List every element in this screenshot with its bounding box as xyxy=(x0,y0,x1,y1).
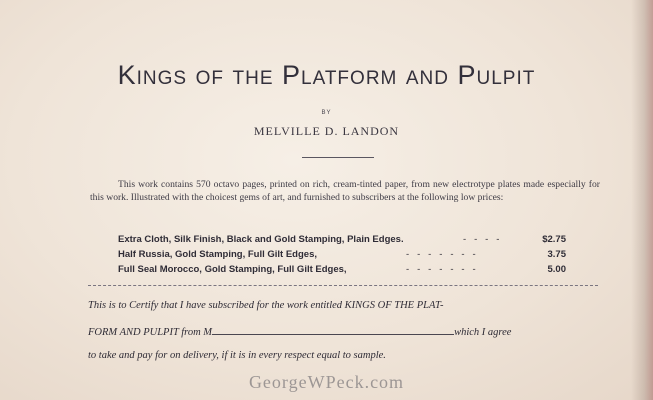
page-title: Kings of the Platform and Pulpit xyxy=(117,60,536,90)
author-name: MELVILLE D. LANDON xyxy=(253,124,400,138)
price-label: Half Russia, Gold Stamping, Full Gilt Edges, xyxy=(118,249,317,260)
price-label: Extra Cloth, Silk Finish, Black and Gold Stamping, Plain Edges. xyxy=(118,234,404,245)
subscriber-name-blank xyxy=(212,325,454,335)
certificate-line-2-start: FORM AND PULPIT from M xyxy=(88,327,213,338)
divider-rule xyxy=(302,157,374,158)
price-row xyxy=(118,232,568,247)
price-amount: 5.00 xyxy=(547,264,566,275)
price-list xyxy=(118,232,568,277)
certificate-line-3: to take and pay for on delivery, if it is in every respect equal to sample. xyxy=(88,350,386,361)
watermark: GeorgeWPeck.com xyxy=(248,372,405,392)
by-label: BY xyxy=(321,110,332,116)
price-row xyxy=(118,247,568,262)
price-leader-dots: - - - - - - - xyxy=(406,249,476,260)
certificate-line-2 xyxy=(88,325,511,338)
price-leader-dots: - - - - - - - xyxy=(406,264,476,275)
price-amount: $2.75 xyxy=(542,234,566,245)
dashed-separator xyxy=(88,285,598,286)
description-text: This work contains 570 octavo pages, printed on rich, cream-tinted paper, from new electrotype plates made especially for this work. Illustrated with the choicest gems of art, and furnished to subscribers at the following low prices: xyxy=(90,179,600,203)
certificate-line-1: This is to Certify that I have subscribed for the work entitled KINGS OF THE PLAT- xyxy=(88,300,444,311)
description-paragraph xyxy=(90,178,600,204)
price-row xyxy=(118,262,568,277)
price-leader-dots: - - - - xyxy=(463,234,500,245)
price-amount: 3.75 xyxy=(547,249,566,260)
certificate-line-2-end: which I agree xyxy=(454,327,512,338)
price-label: Full Seal Morocco, Gold Stamping, Full Gilt Edges, xyxy=(118,264,347,275)
